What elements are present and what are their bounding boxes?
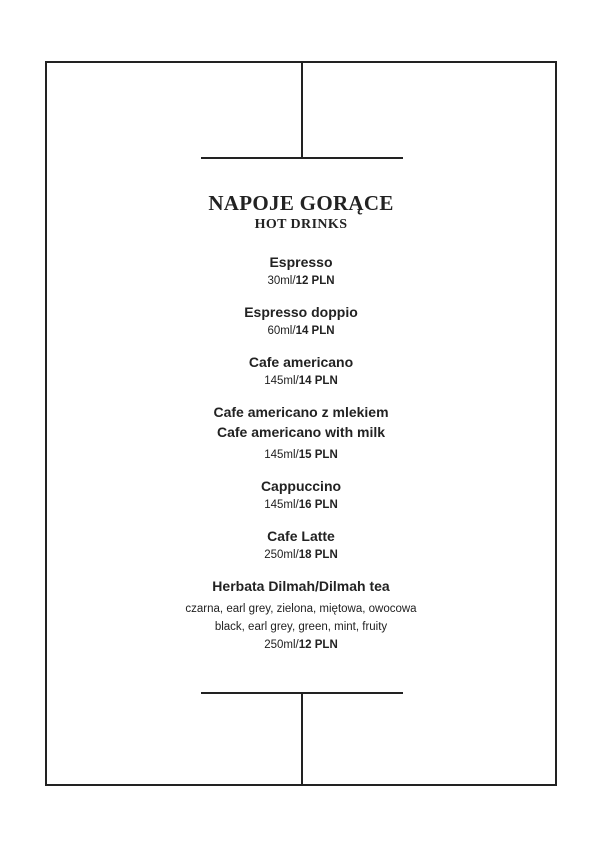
menu-item-espresso-doppio xyxy=(45,302,557,340)
page-subtitle: HOT DRINKS xyxy=(254,217,348,232)
item-volume: 145ml/ xyxy=(264,499,299,511)
menu-item-herbata-dilmah xyxy=(45,576,557,654)
item-price-line xyxy=(45,322,557,340)
item-name: Cafe americano z mlekiem xyxy=(213,404,389,420)
item-volume: 30ml/ xyxy=(267,275,296,287)
item-price-line xyxy=(45,446,557,464)
item-name: Cappuccino xyxy=(260,478,342,494)
menu-content xyxy=(45,190,557,666)
menu-item-espresso xyxy=(45,252,557,290)
item-description-english: black, earl grey, green, mint, fruity xyxy=(214,621,388,633)
item-price-line xyxy=(45,546,557,564)
item-price: 16 PLN xyxy=(298,499,338,511)
item-price-line xyxy=(45,272,557,290)
item-price-line xyxy=(45,636,557,654)
item-price: 18 PLN xyxy=(298,549,338,561)
menu-item-cafe-americano xyxy=(45,352,557,390)
item-name-english: Cafe americano with milk xyxy=(216,424,386,440)
bottom-vertical-line xyxy=(301,692,303,786)
menu-item-cafe-latte xyxy=(45,526,557,564)
item-price: 14 PLN xyxy=(295,325,335,337)
page-title: NAPOJE GORĄCE xyxy=(208,191,394,215)
menu-item-cafe-americano-milk xyxy=(45,402,557,464)
top-horizontal-line xyxy=(201,157,403,159)
item-name: Cafe americano xyxy=(248,354,354,370)
menu-item-cappuccino xyxy=(45,476,557,514)
item-price: 12 PLN xyxy=(295,275,335,287)
item-name: Espresso doppio xyxy=(244,304,358,320)
item-volume: 250ml/ xyxy=(264,639,299,651)
item-name: Herbata Dilmah/Dilmah tea xyxy=(212,578,390,594)
item-volume: 250ml/ xyxy=(264,549,299,561)
item-volume: 145ml/ xyxy=(264,449,299,461)
item-volume: 60ml/ xyxy=(267,325,296,337)
item-price-line xyxy=(45,372,557,390)
item-description-polish: czarna, earl grey, zielona, miętowa, owocowa xyxy=(185,603,417,615)
item-volume: 145ml/ xyxy=(264,375,299,387)
item-name: Cafe Latte xyxy=(267,528,335,544)
top-vertical-line xyxy=(301,61,303,158)
item-price: 15 PLN xyxy=(298,449,338,461)
item-price-line xyxy=(45,496,557,514)
item-price: 12 PLN xyxy=(298,639,338,651)
item-name: Espresso xyxy=(269,254,333,270)
item-price: 14 PLN xyxy=(298,375,338,387)
